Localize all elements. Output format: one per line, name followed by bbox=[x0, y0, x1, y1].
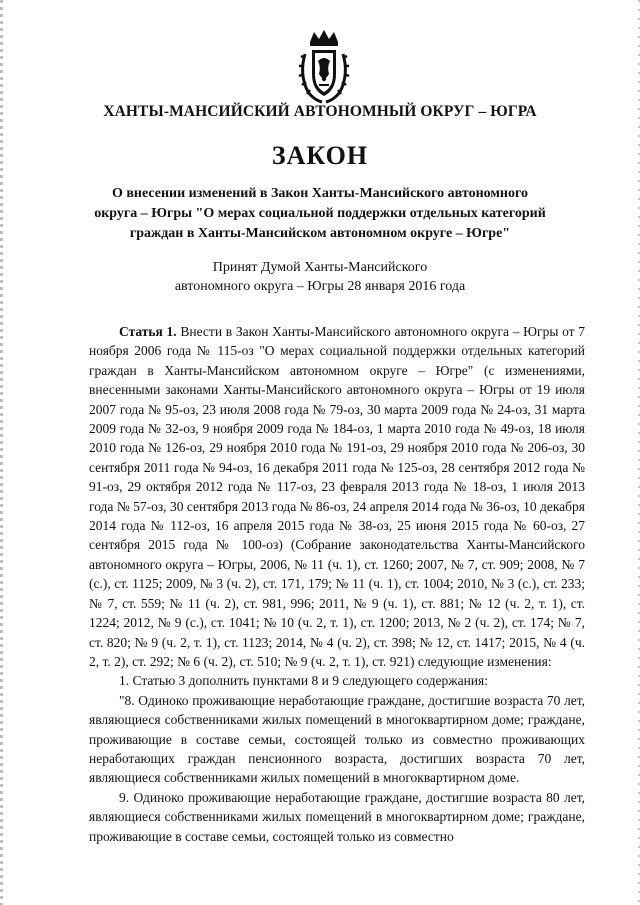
region-heading: ХАНТЫ-МАНСИЙСКИЙ АВТОНОМНЫЙ ОКРУГ – ЮГРА bbox=[103, 103, 537, 120]
document-type-heading: ЗАКОН bbox=[271, 141, 369, 170]
article-label: Статья 1. bbox=[119, 324, 177, 339]
adoption-line-1: Принят Думой Ханты-Мансийского bbox=[212, 260, 428, 275]
article-intro-text: Внести в Закон Ханты-Мансийского автономного округа – Югры от 7 ноября 2006 года № 115-оз "О мерах социальной поддержки отдельных категорий граждан в Ханты-Мансийском автономном округе – Югре" (с изменениями, внесенными законами Ханты-Мансийского автономного округа – Югры от 19 июля 2007 года № 95-оз, 23 июля 2008 года № 79-оз, 30 марта 2009 года № 24-оз, 31 марта 2009 года № 32-оз, 9 ноября 2009 года № 184-оз, 1 марта 2010 года № 49-оз, 18 июля 2010 года № 126-оз, 29 ноября 2010 года № 191-оз, 29 ноября 2010 года № 206-оз, 30 сентября 2011 года № 94-оз, 16 декабря 2011 года № 125-оз, 28 сентября 2012 года № 91-оз, 29 октября 2012 года № 117-оз, 23 февраля 2013 года № 18-оз, 1 июля 2013 года № 57-оз, 30 сентября 2013 года № 86-оз, 24 апреля 2014 года № 36-оз, 10 декабря 2014 года № 112-оз, 16 апреля 2015 года № 38-оз, 25 июня 2015 года № 60-оз, 27 сентября 2015 года № 100-оз) (Собрание законодательства Ханты-Мансийского автономного округа – Югры, 2006, № 11 (ч. 1), ст. 1260; 2007, № 7, ст. 909; 2008, № 7 (с.), ст. 1125; 2009, № 3 (ч. 2), ст. 171, 179; № 11 (ч. 1), ст. 1004; 2010, № 3 (с.), ст. 233; № 7, ст. 559; № 11 (ч. 2), ст. 981, 996; 2011, № 9 (ч. 1), ст. 881; № 12 (ч. 2, т. 1), ст. 1224; 2012, № 9 (с.), ст. 1041; № 10 (ч. 2, т. 1), ст. 1200; 2013, № 2 (ч. 2), ст. 174; № 7, ст. 820; № 9 (ч. 2, т. 1), ст. 1123; 2014, № 4 (ч. 2), ст. 398; № 12, ст. 1417; 2015, № 4 (ч. 2, т. 2), ст. 292; № 6 (ч. 2), ст. 510; № 9 (ч. 2, т. 1), ст. 921) следующие изменения: bbox=[89, 324, 586, 669]
amendment-point-1: 1. Статью 3 дополнить пунктами 8 и 9 следующего содержания: bbox=[119, 673, 488, 689]
adoption-note bbox=[90, 258, 550, 296]
article-body bbox=[89, 322, 585, 846]
new-item-9: 9. Одиноко проживающие неработающие граждане, достигшие возраста 80 лет, являющиеся собственниками жилых помещений в многоквартирном доме; граждане, проживающие в составе семьи, состоящей только из совместно bbox=[89, 789, 585, 844]
law-title: О внесении изменений в Закон Ханты-Мансийского автономного округа – Югры "О мерах социальной поддержки отдельных категорий граждан в Ханты-Мансийском автономном округе – Югре" bbox=[94, 186, 546, 241]
article-1-paragraph bbox=[89, 322, 585, 671]
scan-edge-left bbox=[0, 0, 3, 905]
coat-of-arms-icon bbox=[296, 28, 352, 106]
adoption-line-2: автономного округа – Югры 28 января 2016 года bbox=[174, 279, 466, 294]
new-item-8: "8. Одиноко проживающие неработающие граждане, достигшие возраста 70 лет, являющиеся собственниками жилых помещений в многоквартирном доме; граждане, проживающие в составе семьи, состоящей только из совместно проживающих неработающих граждан пенсионного возраста, достигших возраста 70 лет, являющиеся собственниками жилых помещений в многоквартирном доме. bbox=[89, 692, 585, 786]
